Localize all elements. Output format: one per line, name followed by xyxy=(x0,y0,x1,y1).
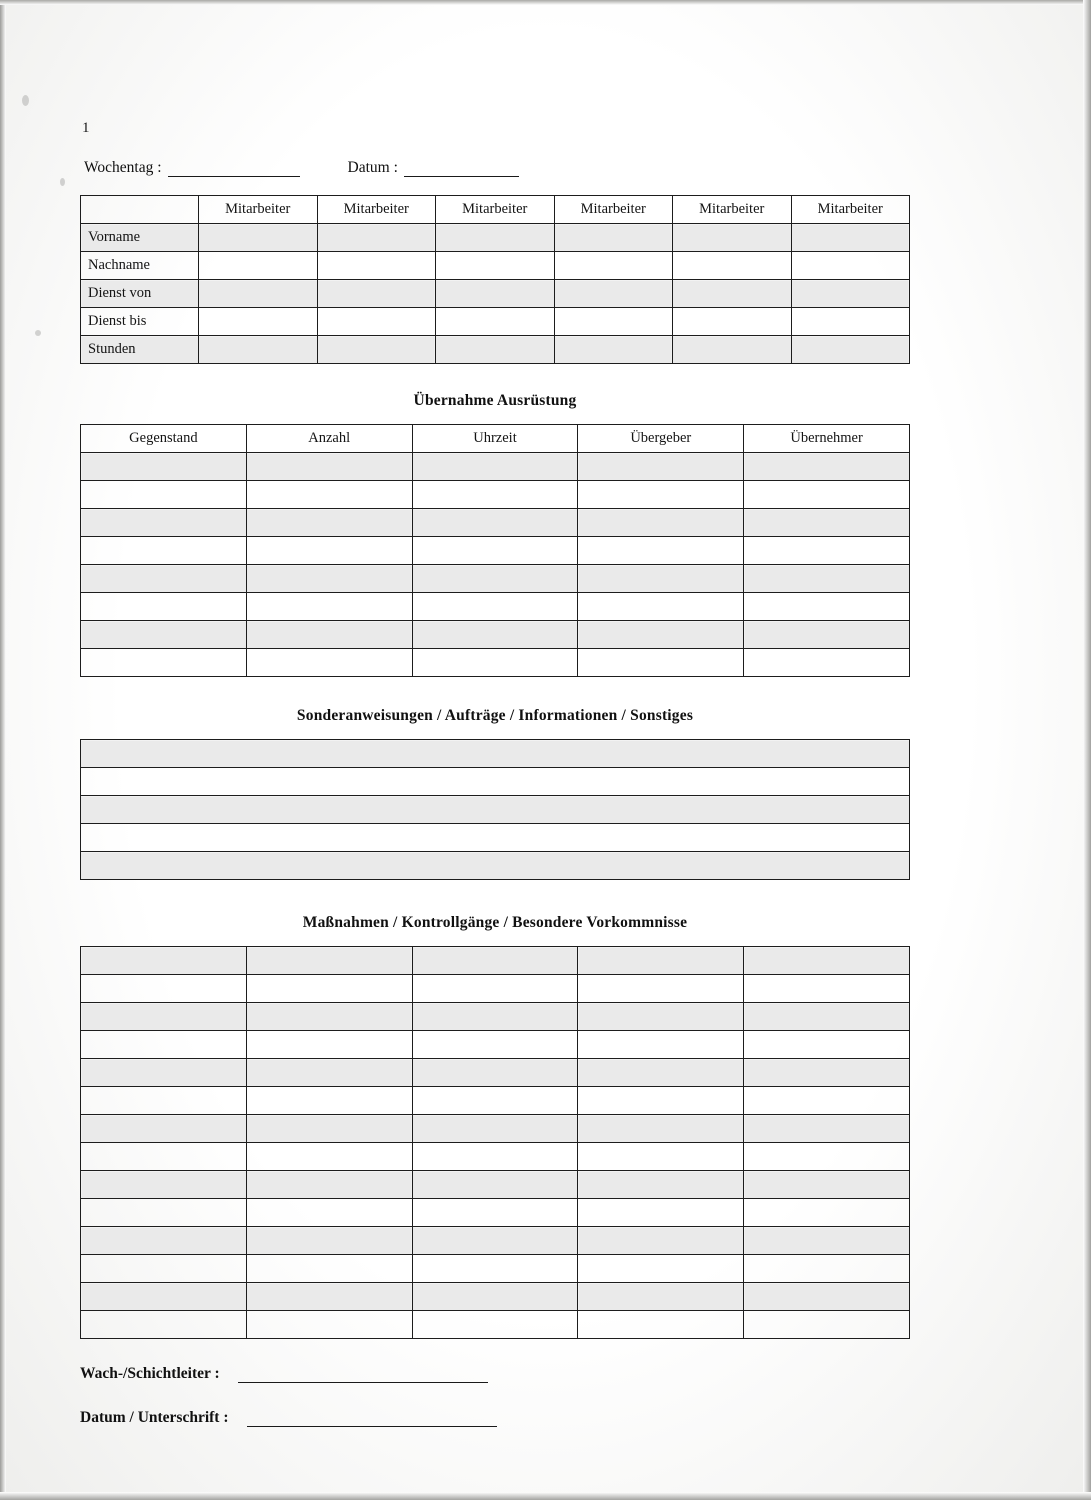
table-row xyxy=(81,481,910,509)
table-row xyxy=(81,824,910,852)
weekday-label: Wochentag : xyxy=(84,159,162,176)
table-row xyxy=(81,252,910,280)
date-signature-row xyxy=(80,1409,910,1427)
measures-cell[interactable] xyxy=(744,947,910,975)
table-row xyxy=(81,1283,910,1311)
measures-cell[interactable] xyxy=(246,1031,412,1059)
measures-cell[interactable] xyxy=(744,975,910,1003)
measures-cell[interactable] xyxy=(81,975,247,1003)
table-row xyxy=(81,1255,910,1283)
equipment-column-header: Gegenstand xyxy=(81,425,247,453)
measures-cell[interactable] xyxy=(81,1031,247,1059)
equipment-cell[interactable] xyxy=(246,565,412,593)
header-fields xyxy=(84,159,910,177)
equipment-cell[interactable] xyxy=(412,509,578,537)
staff-cell[interactable] xyxy=(791,336,910,364)
measures-cell[interactable] xyxy=(578,1283,744,1311)
staff-cell[interactable] xyxy=(791,280,910,308)
equipment-column-header: Anzahl xyxy=(246,425,412,453)
measures-cell[interactable] xyxy=(81,1311,247,1339)
equipment-cell[interactable] xyxy=(412,537,578,565)
measures-cell[interactable] xyxy=(81,1115,247,1143)
table-row xyxy=(81,280,910,308)
equipment-cell[interactable] xyxy=(744,565,910,593)
staff-cell[interactable] xyxy=(436,280,555,308)
scan-speck xyxy=(35,330,41,336)
measures-cell[interactable] xyxy=(81,947,247,975)
table-row xyxy=(81,1087,910,1115)
table-row xyxy=(81,1003,910,1031)
scan-speck xyxy=(22,95,29,106)
table-row xyxy=(81,1311,910,1339)
measures-cell[interactable] xyxy=(578,975,744,1003)
equipment-cell[interactable] xyxy=(412,481,578,509)
equipment-cell[interactable] xyxy=(246,453,412,481)
notes-section-title: Sonderanweisungen / Aufträge / Informationen / Sonstiges xyxy=(296,707,694,724)
table-row xyxy=(81,1227,910,1255)
measures-cell[interactable] xyxy=(744,1143,910,1171)
table-row xyxy=(81,509,910,537)
staff-cell[interactable] xyxy=(317,280,436,308)
staff-cell[interactable] xyxy=(673,280,792,308)
staff-cell[interactable] xyxy=(199,308,318,336)
staff-column-header: Mitarbeiter xyxy=(199,196,318,224)
equipment-cell[interactable] xyxy=(81,537,247,565)
measures-cell[interactable] xyxy=(412,975,578,1003)
staff-column-header: Mitarbeiter xyxy=(317,196,436,224)
date-signature-input[interactable] xyxy=(247,1413,497,1427)
supervisor-input[interactable] xyxy=(238,1369,488,1383)
measures-cell[interactable] xyxy=(246,1227,412,1255)
table-row xyxy=(81,1059,910,1087)
equipment-cell[interactable] xyxy=(81,565,247,593)
measures-cell[interactable] xyxy=(412,1003,578,1031)
staff-column-header: Mitarbeiter xyxy=(673,196,792,224)
equipment-column-header: Uhrzeit xyxy=(412,425,578,453)
staff-corner-cell xyxy=(81,196,199,224)
equipment-cell[interactable] xyxy=(81,453,247,481)
notes-cell[interactable] xyxy=(81,852,910,880)
staff-cell[interactable] xyxy=(436,336,555,364)
measures-cell[interactable] xyxy=(246,1059,412,1087)
staff-cell[interactable] xyxy=(199,336,318,364)
measures-cell[interactable] xyxy=(81,1059,247,1087)
staff-cell[interactable] xyxy=(791,224,910,252)
measures-cell[interactable] xyxy=(81,1227,247,1255)
staff-cell[interactable] xyxy=(317,308,436,336)
measures-cell[interactable] xyxy=(412,1283,578,1311)
staff-cell[interactable] xyxy=(317,252,436,280)
staff-cell[interactable] xyxy=(554,308,673,336)
equipment-cell[interactable] xyxy=(246,621,412,649)
measures-cell[interactable] xyxy=(246,1143,412,1171)
equipment-cell[interactable] xyxy=(81,509,247,537)
equipment-column-header: Übernehmer xyxy=(744,425,910,453)
table-row xyxy=(81,975,910,1003)
measures-section-title: Maßnahmen / Kontrollgänge / Besondere Vorkommnisse xyxy=(302,914,688,931)
measures-cell[interactable] xyxy=(246,1283,412,1311)
measures-cell[interactable] xyxy=(412,1227,578,1255)
measures-cell[interactable] xyxy=(81,1283,247,1311)
measures-cell[interactable] xyxy=(578,1199,744,1227)
equipment-cell[interactable] xyxy=(744,481,910,509)
equipment-cell[interactable] xyxy=(81,621,247,649)
staff-column-header: Mitarbeiter xyxy=(554,196,673,224)
equipment-cell[interactable] xyxy=(81,481,247,509)
measures-cell[interactable] xyxy=(744,1003,910,1031)
measures-cell[interactable] xyxy=(744,1199,910,1227)
table-row xyxy=(81,308,910,336)
measures-cell[interactable] xyxy=(412,1171,578,1199)
equipment-cell[interactable] xyxy=(578,509,744,537)
measures-cell[interactable] xyxy=(412,1059,578,1087)
measures-cell[interactable] xyxy=(81,1171,247,1199)
page-number: 1 xyxy=(82,120,90,136)
date-input[interactable] xyxy=(404,163,519,177)
staff-column-header: Mitarbeiter xyxy=(791,196,910,224)
equipment-cell[interactable] xyxy=(412,453,578,481)
supervisor-row xyxy=(80,1365,910,1383)
weekday-input[interactable] xyxy=(168,163,300,177)
equipment-cell[interactable] xyxy=(412,649,578,677)
measures-cell[interactable] xyxy=(578,1059,744,1087)
measures-cell[interactable] xyxy=(412,1143,578,1171)
measures-cell[interactable] xyxy=(246,1199,412,1227)
staff-cell[interactable] xyxy=(199,224,318,252)
staff-cell[interactable] xyxy=(554,280,673,308)
measures-cell[interactable] xyxy=(578,947,744,975)
equipment-cell[interactable] xyxy=(744,453,910,481)
date-signature-label: Datum / Unterschrift : xyxy=(80,1409,229,1426)
measures-cell[interactable] xyxy=(744,1115,910,1143)
measures-cell[interactable] xyxy=(246,1003,412,1031)
measures-cell[interactable] xyxy=(412,1311,578,1339)
scan-speck xyxy=(60,178,65,186)
measures-cell[interactable] xyxy=(81,1003,247,1031)
measures-cell[interactable] xyxy=(578,1171,744,1199)
table-row xyxy=(81,947,910,975)
measures-cell[interactable] xyxy=(81,1255,247,1283)
measures-cell[interactable] xyxy=(578,1003,744,1031)
notes-table xyxy=(80,739,910,880)
measures-cell[interactable] xyxy=(578,1255,744,1283)
staff-cell[interactable] xyxy=(436,308,555,336)
measures-cell[interactable] xyxy=(246,1255,412,1283)
measures-cell[interactable] xyxy=(578,1115,744,1143)
staff-cell[interactable] xyxy=(317,336,436,364)
staff-cell[interactable] xyxy=(791,308,910,336)
measures-cell[interactable] xyxy=(412,1087,578,1115)
equipment-cell[interactable] xyxy=(744,509,910,537)
measures-cell[interactable] xyxy=(412,947,578,975)
measures-cell[interactable] xyxy=(744,1031,910,1059)
equipment-cell[interactable] xyxy=(578,621,744,649)
table-row xyxy=(81,1115,910,1143)
notes-cell[interactable] xyxy=(81,824,910,852)
equipment-cell[interactable] xyxy=(744,593,910,621)
staff-cell[interactable] xyxy=(554,224,673,252)
staff-cell[interactable] xyxy=(791,252,910,280)
staff-cell[interactable] xyxy=(554,252,673,280)
staff-row-label: Nachname xyxy=(81,252,199,280)
staff-cell[interactable] xyxy=(673,336,792,364)
supervisor-label: Wach-/Schichtleiter : xyxy=(80,1365,220,1382)
equipment-cell[interactable] xyxy=(744,537,910,565)
table-row xyxy=(81,649,910,677)
staff-table xyxy=(80,195,910,364)
staff-cell[interactable] xyxy=(199,280,318,308)
measures-cell[interactable] xyxy=(578,1143,744,1171)
staff-row-label: Stunden xyxy=(81,336,199,364)
measures-cell[interactable] xyxy=(744,1283,910,1311)
measures-cell[interactable] xyxy=(412,1031,578,1059)
equipment-cell[interactable] xyxy=(744,649,910,677)
equipment-cell[interactable] xyxy=(578,565,744,593)
table-row-header xyxy=(81,196,910,224)
staff-row-label: Dienst bis xyxy=(81,308,199,336)
equipment-section-title: Übernahme Ausrüstung xyxy=(413,392,577,409)
equipment-cell[interactable] xyxy=(246,593,412,621)
staff-cell[interactable] xyxy=(436,224,555,252)
form-body xyxy=(80,120,910,1453)
staff-column-header: Mitarbeiter xyxy=(436,196,555,224)
measures-cell[interactable] xyxy=(246,1171,412,1199)
page-edge-right xyxy=(1083,0,1091,1500)
table-row xyxy=(81,1031,910,1059)
equipment-cell[interactable] xyxy=(246,509,412,537)
measures-cell[interactable] xyxy=(744,1171,910,1199)
equipment-cell[interactable] xyxy=(246,649,412,677)
equipment-cell[interactable] xyxy=(246,481,412,509)
table-row xyxy=(81,1171,910,1199)
equipment-cell[interactable] xyxy=(412,621,578,649)
equipment-column-header: Übergeber xyxy=(578,425,744,453)
table-row xyxy=(81,621,910,649)
table-row xyxy=(81,336,910,364)
staff-cell[interactable] xyxy=(436,252,555,280)
table-row xyxy=(81,740,910,768)
table-row xyxy=(81,1143,910,1171)
staff-cell[interactable] xyxy=(673,308,792,336)
table-row xyxy=(81,768,910,796)
measures-cell[interactable] xyxy=(81,1199,247,1227)
measures-cell[interactable] xyxy=(578,1031,744,1059)
measures-cell[interactable] xyxy=(246,975,412,1003)
measures-cell[interactable] xyxy=(744,1227,910,1255)
measures-cell[interactable] xyxy=(578,1227,744,1255)
table-row xyxy=(81,852,910,880)
staff-cell[interactable] xyxy=(317,224,436,252)
measures-cell[interactable] xyxy=(81,1087,247,1115)
page-edge-top xyxy=(0,0,1091,5)
equipment-cell[interactable] xyxy=(81,593,247,621)
measures-cell[interactable] xyxy=(81,1143,247,1171)
spacer xyxy=(80,677,910,707)
staff-cell[interactable] xyxy=(673,252,792,280)
equipment-cell[interactable] xyxy=(578,537,744,565)
measures-cell[interactable] xyxy=(246,947,412,975)
measures-cell[interactable] xyxy=(744,1087,910,1115)
measures-cell[interactable] xyxy=(412,1199,578,1227)
table-row xyxy=(81,565,910,593)
measures-cell[interactable] xyxy=(246,1311,412,1339)
staff-cell[interactable] xyxy=(673,224,792,252)
equipment-cell[interactable] xyxy=(246,537,412,565)
table-row-header xyxy=(81,425,910,453)
measures-cell[interactable] xyxy=(246,1115,412,1143)
staff-row-label: Dienst von xyxy=(81,280,199,308)
staff-row-label: Vorname xyxy=(81,224,199,252)
notes-cell[interactable] xyxy=(81,796,910,824)
staff-cell[interactable] xyxy=(199,252,318,280)
date-label: Datum : xyxy=(347,159,398,176)
equipment-table xyxy=(80,424,910,677)
equipment-cell[interactable] xyxy=(412,593,578,621)
spacer xyxy=(80,884,910,914)
measures-cell[interactable] xyxy=(578,1087,744,1115)
table-row xyxy=(81,593,910,621)
equipment-cell[interactable] xyxy=(578,453,744,481)
table-row xyxy=(81,796,910,824)
measures-cell[interactable] xyxy=(246,1087,412,1115)
equipment-cell[interactable] xyxy=(578,649,744,677)
table-row xyxy=(81,1199,910,1227)
measures-cell[interactable] xyxy=(578,1311,744,1339)
notes-cell[interactable] xyxy=(81,768,910,796)
equipment-cell[interactable] xyxy=(412,565,578,593)
staff-cell[interactable] xyxy=(554,336,673,364)
equipment-cell[interactable] xyxy=(578,593,744,621)
equipment-cell[interactable] xyxy=(744,621,910,649)
page-edge-bottom xyxy=(0,1492,1091,1500)
measures-cell[interactable] xyxy=(744,1311,910,1339)
notes-cell[interactable] xyxy=(81,740,910,768)
measures-cell[interactable] xyxy=(412,1255,578,1283)
page-edge-left xyxy=(0,0,6,1500)
equipment-cell[interactable] xyxy=(81,649,247,677)
table-row xyxy=(81,453,910,481)
measures-table xyxy=(80,946,910,1339)
signature-block xyxy=(80,1365,910,1427)
measures-cell[interactable] xyxy=(744,1059,910,1087)
measures-cell[interactable] xyxy=(744,1255,910,1283)
equipment-cell[interactable] xyxy=(578,481,744,509)
table-row xyxy=(81,537,910,565)
table-row xyxy=(81,224,910,252)
measures-cell[interactable] xyxy=(412,1115,578,1143)
